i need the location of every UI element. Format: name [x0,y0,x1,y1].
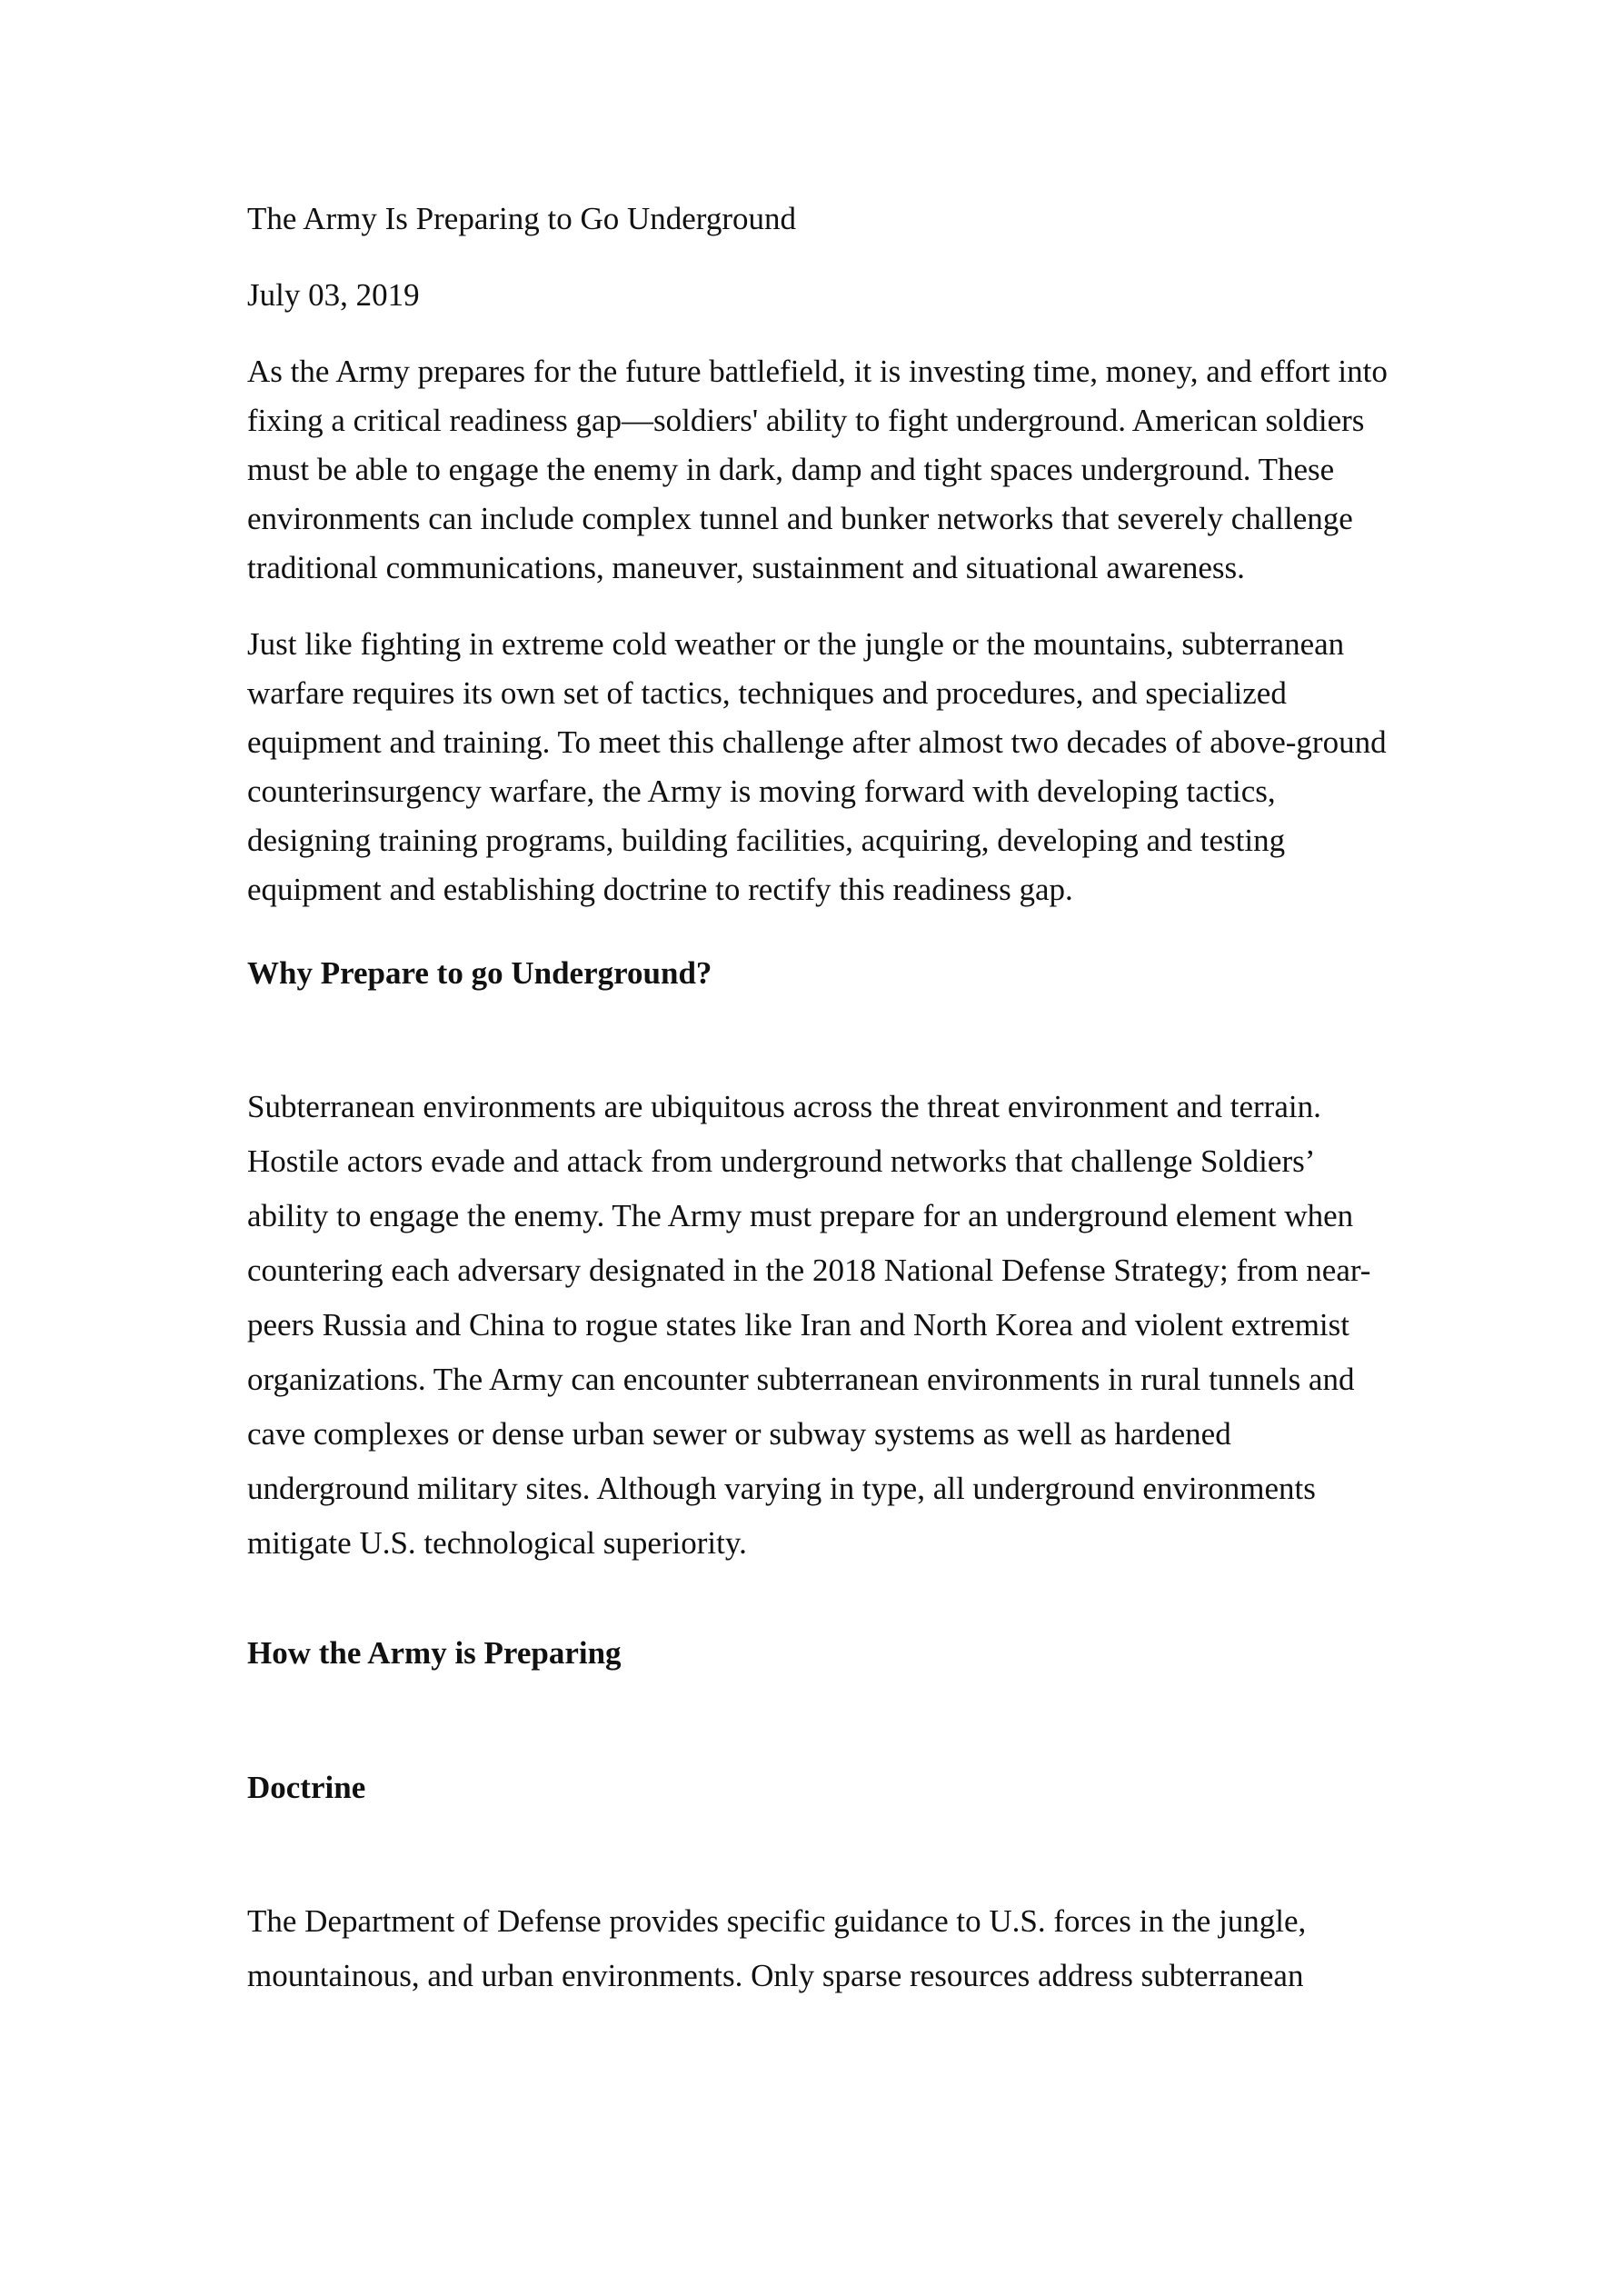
paragraph-doctrine: The Department of Defense provides specific guidance to U.S. forces in the jungle, mountainous, and urban environments. Only sparse resources address subterranean [247,1903,1307,1993]
document-body [247,195,1392,2003]
publication-date: July 03, 2019 [247,277,420,313]
paragraph-intro: As the Army prepares for the future battlefield, it is investing time, money, and effort into fixing a critical readiness gap—soldiers' ability to fight underground. American soldiers must be able to engage the enemy in dark, damp and tight spaces underground. These environments can include complex tunnel and bunker networks that severely challenge traditional communications, maneuver, sustainment and situational awareness. [247,354,1388,585]
paragraph-why-prepare: Subterranean environments are ubiquitous across the threat environment and terrain. Hostile actors evade and attack from underground networks that challenge Soldiers’ ability to engage the enemy. The Army must prepare for an underground element when countering each adversary designated in the 2018 National Defense Strategy; from near-peers Russia and China to rogue states like Iran and North Korea and violent extremist organizations. The Army can encounter subterranean environments in rural tunnels and cave complexes or dense urban sewer or subway systems as well as hardened underground military sites. Although varying in type, all underground environments mitigate U.S. technological superiority. [247,1089,1371,1561]
subsection-heading-doctrine: Doctrine [247,1770,366,1805]
section-heading-how-preparing: How the Army is Preparing [247,1635,622,1671]
paragraph-subterranean-warfare: Just like fighting in extreme cold weather or the jungle or the mountains, subterranean warfare requires its own set of tactics, techniques and procedures, and specialized equipment and training. To meet this challenge after almost two decades of above-ground counterinsurgency warfare, the Army is moving forward with developing tactics, designing training programs, building facilities, acquiring, developing and testing equipment and establishing doctrine to rectify this readiness gap. [247,626,1387,907]
document-title: The Army Is Preparing to Go Underground [247,201,796,236]
section-heading-why-prepare: Why Prepare to go Underground? [247,955,712,991]
